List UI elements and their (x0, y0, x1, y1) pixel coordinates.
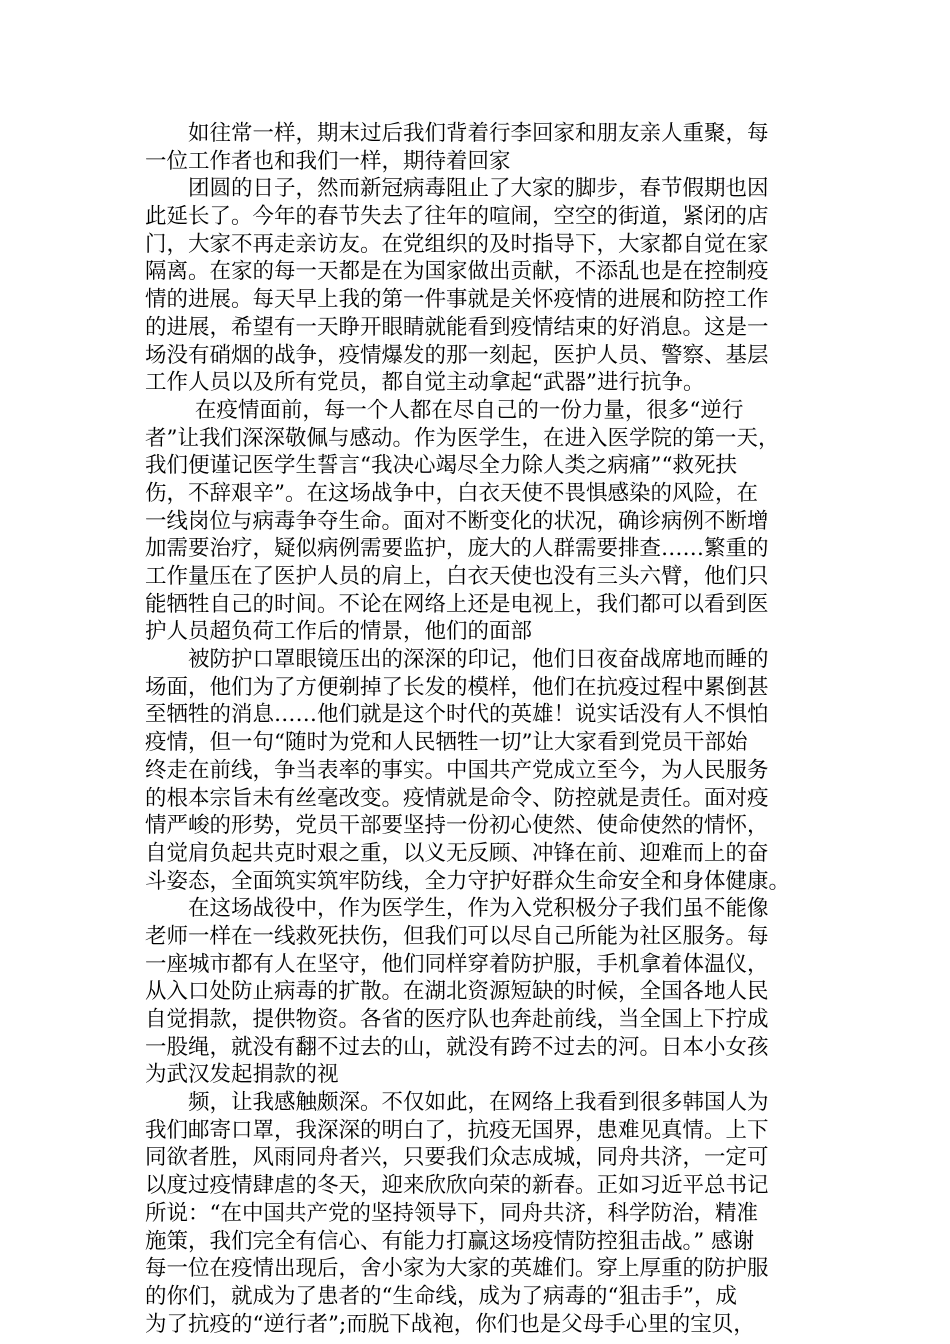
text-line: 终走在前线，争当表率的事实。中国共产党成立至今，为人民服务 (145, 757, 769, 783)
text-line: 自觉肩负起共克时艰之重，以义无反顾、冲锋在前、迎难而上的奋 (145, 840, 769, 866)
text-line: 为了抗疫的“逆行者”;而脱下战袍，你们也是父母手心里的宝贝， (145, 1311, 755, 1337)
text-line: 工作量压在了医护人员的肩上，白衣天使也没有三头六臂，他们只 (145, 564, 769, 589)
text-line: 频，让我感触颇深。不仅如此，在网络上我看到很多韩国人为 (145, 1090, 769, 1116)
text-line: 的你们，就成为了患者的“生命线，成为了病毒的“狙击手”，成 (145, 1283, 737, 1309)
text-line: 加需要治疗，疑似病例需要监护，庞大的人群需要排查……繁重的 (145, 536, 769, 562)
text-line: 老师一样在一线救死扶伤，但我们可以尽自己所能为社区服务。每 (145, 923, 769, 949)
text-line: 在这场战役中，作为医学生，作为入党积极分子我们虽不能像 (145, 896, 769, 922)
text-line: 的根本宗旨未有丝毫改变。疫情就是命令、防控就是责任。面对疫 (145, 785, 769, 811)
text-line: 工作人员以及所有党员，都自觉主动拿起“武器”进行抗争。 (145, 370, 705, 396)
text-line: 门，大家不再走亲访友。在党组织的及时指导下，大家都自觉在家 (145, 231, 769, 257)
text-line: 隔离。在家的每一天都是在为国家做出贡献，不添乱也是在控制疫 (145, 259, 769, 285)
text-line: 情严峻的形势，党员干部要坚持一份初心使然、使命使然的情怀， (145, 813, 769, 839)
text-line: 如往常一样，期末过后我们背着行李回家和朋友亲人重聚，每 (145, 121, 769, 146)
text-line: 至牺牲的消息……他们就是这个时代的英雄！说实话没有人不惧怕 (145, 702, 769, 728)
text-line: 我们邮寄口罩，我深深的明白了，抗疫无国界，患难见真情。上下 (145, 1117, 769, 1143)
text-line: 疫情，但一句“随时为党和人民牺牲一切”让大家看到党员干部始 (145, 730, 748, 756)
text-line: 我们便谨记医学生誓言“我决心竭尽全力除人类之病痛”“救死扶 (145, 453, 737, 479)
text-line: 自觉捐款，提供物资。各省的医疗队也奔赴前线，当全国上下拧成 (145, 1007, 769, 1032)
text-line: 者”让我们深深敬佩与感动。作为医学生，在进入医学院的第一天， (145, 425, 780, 451)
text-line: 团圆的日子，然而新冠病毒阻止了大家的脚步，春节假期也因 (145, 176, 769, 202)
text-line: 能牺牲自己的时间。不论在网络上还是电视上，我们都可以看到医 (145, 591, 769, 617)
text-line: 被防护口罩眼镜压出的深深的印记，他们日夜奋战席地而睡的 (145, 647, 769, 673)
text-line: 一股绳，就没有翻不过去的山，就没有跨不过去的河。日本小女孩 (145, 1034, 769, 1060)
text-line: 为武汉发起捐款的视 (145, 1062, 339, 1088)
text-line: 以度过疫情肆虐的冬天，迎来欣欣向荣的新春。正如习近平总书记 (145, 1173, 769, 1199)
text-line: 一线岗位与病毒争夺生命。面对不断变化的状况，确诊病例不断增 (145, 508, 769, 534)
text-line: 一座城市都有人在坚守，他们同样穿着防护服，手机拿着体温仪， (145, 951, 769, 977)
text-line: 在疫情面前，每一个人都在尽自己的一份力量，很多“逆行 (145, 397, 744, 423)
text-line: 斗姿态，全面筑实筑牢防线，全力守护好群众生命安全和身体健康。 (145, 868, 791, 894)
text-line: 同欲者胜，风雨同舟者兴，只要我们众志成城，同舟共济，一定可 (145, 1145, 769, 1171)
text-line: 此延长了。今年的春节失去了往年的喧闹，空空的街道，紧闭的店 (145, 204, 769, 230)
text-line: 场面，他们为了方便剃掉了长发的模样，他们在抗疫过程中累倒甚 (145, 674, 769, 700)
text-line: 护人员超负荷工作后的情景，他们的面部 (145, 619, 533, 645)
text-line: 场没有硝烟的战争，疫情爆发的那一刻起，医护人员、警察、基层 (145, 342, 769, 368)
text-line: 的进展，希望有一天睁开眼睛就能看到疫情结束的好消息。这是一 (145, 314, 769, 340)
text-line: 一位工作者也和我们一样，期待着回家 (145, 148, 511, 174)
text-line: 施策，我们完全有信心、有能力打赢这场疫情防控狙击战。” 感谢 (145, 1228, 755, 1254)
text-line: 每一位在疫情出现后，舍小家为大家的英雄们。穿上厚重的防护服 (145, 1256, 769, 1282)
text-line: 情的进展。每天早上我的第一件事就是关怀疫情的进展和防控工作 (145, 287, 769, 313)
text-line: 所说：“在中国共产党的坚持领导下，同舟共济，科学防治，精准 (145, 1200, 758, 1226)
text-line: 伤，不辞艰辛”。在这场战争中，白衣天使不畏惧感染的风险，在 (145, 480, 758, 506)
document-body (145, 120, 825, 1338)
text-line: 从入口处防止病毒的扩散。在湖北资源短缺的时候，全国各地人民 (145, 979, 769, 1005)
